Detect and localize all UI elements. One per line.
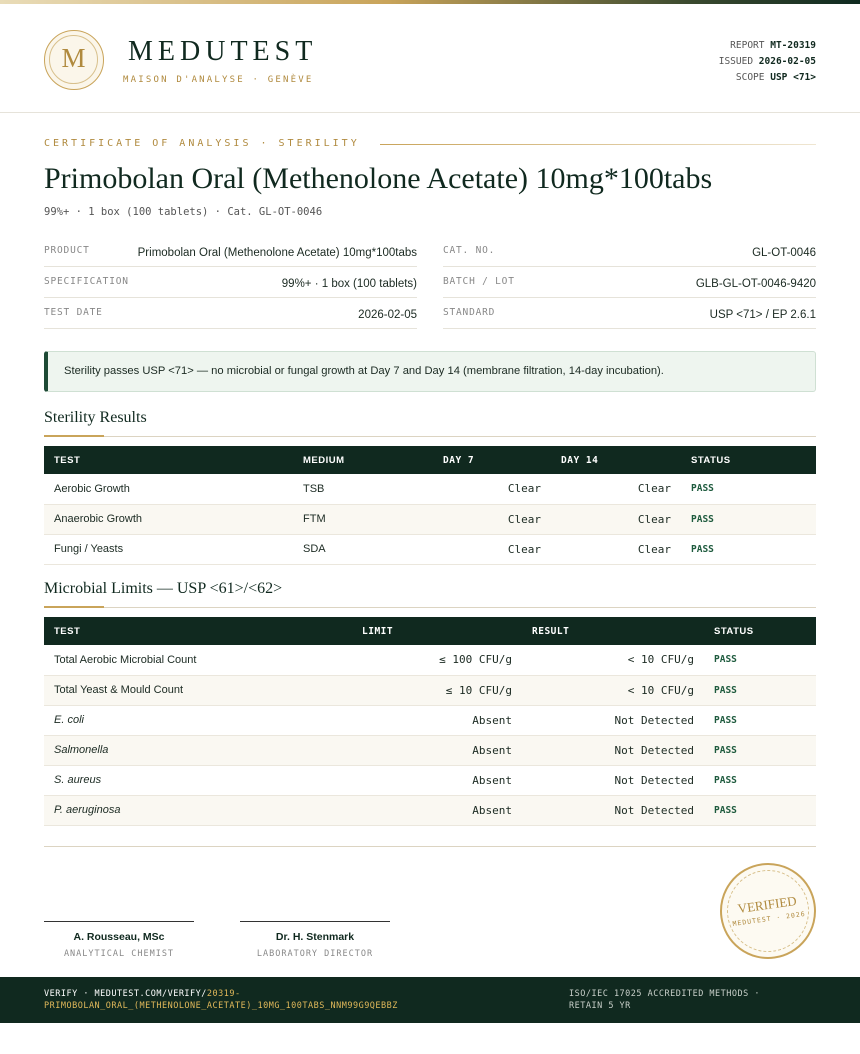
column-header: TEST [54, 454, 81, 466]
cell-result: < 10 CFU/g [627, 683, 694, 697]
cell-test: Salmonella [54, 744, 109, 756]
column-header: LIMIT [362, 625, 394, 637]
sterility-heading: Sterility Results [44, 409, 147, 426]
status-badge: PASS [691, 513, 714, 525]
info-row-test-date [44, 298, 417, 329]
report-meta [719, 38, 816, 86]
status-badge: PASS [714, 804, 737, 816]
column-header: STATUS [714, 625, 754, 637]
status-badge: PASS [691, 543, 714, 555]
cell-limit: Absent [472, 743, 512, 757]
signature-block-chemist [44, 921, 194, 959]
logo-letter: M [61, 43, 86, 73]
document-subtitle: 99%+ · 1 box (100 tablets) · Cat. GL-OT-0046 [44, 206, 323, 218]
info-row-product [44, 236, 417, 267]
signatory-name: Dr. H. Stenmark [275, 931, 355, 943]
column-header: RESULT [532, 625, 570, 637]
certificate-label-rule [380, 144, 816, 145]
cell-medium: TSB [303, 482, 325, 495]
note-text: Sterility passes USP <71> — no microbial or fungal growth at Day 7 and Day 14 (membrane filtration, 14-day incubation). [64, 365, 664, 377]
cell-test: Total Yeast & Mould Count [54, 684, 184, 696]
cell-test: Fungi / Yeasts [54, 543, 124, 555]
table-row [44, 795, 816, 825]
info-value: USP <71> / EP 2.6.1 [709, 309, 816, 321]
cell-limit: Absent [472, 803, 512, 817]
status-badge: PASS [714, 774, 737, 786]
microbial-limits-table [44, 617, 816, 826]
issued-line: ISSUED 2026-02-05 [718, 56, 816, 67]
column-header: DAY 14 [561, 454, 599, 466]
info-row-batch [443, 267, 816, 298]
cell-result: < 10 CFU/g [627, 653, 694, 667]
table-row [44, 504, 816, 534]
cell-limit: Absent [472, 713, 512, 727]
section-rule [44, 436, 816, 437]
microbial-heading: Microbial Limits — USP <61>/<62> [44, 580, 283, 597]
stamp-subtitle: MEDUTEST · 2026 [732, 909, 807, 929]
table-row [44, 765, 816, 795]
cell-test: E. coli [54, 714, 84, 726]
info-key: BATCH / LOT [443, 276, 515, 287]
verify-prefix: VERIFY · MEDUTEST.COM/VERIFY/ [44, 989, 207, 999]
cell-medium: SDA [303, 543, 326, 555]
info-value: 2026-02-05 [358, 309, 417, 321]
cell-day7: Clear [507, 512, 541, 526]
signature-section-rule [44, 846, 816, 847]
table-row [44, 534, 816, 564]
info-key: TEST DATE [44, 307, 103, 318]
cell-result: Not Detected [614, 743, 694, 757]
info-key: SPECIFICATION [44, 276, 129, 287]
brand-tagline: MAISON D'ANALYSE · GENÈVE [123, 75, 314, 85]
table-row [44, 675, 816, 705]
document-title: Primobolan Oral (Methenolone Acetate) 10mg*100tabs [44, 162, 713, 195]
info-value: 99%+ · 1 box (100 tablets) [281, 278, 417, 290]
cell-test: S. aureus [54, 774, 102, 786]
cell-medium: FTM [303, 513, 326, 525]
signatory-name: A. Rousseau, MSc [73, 931, 165, 943]
cell-limit: Absent [472, 773, 512, 787]
sterility-table [44, 446, 816, 565]
cell-day14: Clear [637, 512, 671, 526]
cell-limit: ≤ 10 CFU/g [445, 683, 512, 697]
table-row [44, 474, 816, 504]
scope-value: USP <71> [770, 72, 816, 83]
table-row [44, 645, 816, 675]
info-row-specification [44, 267, 417, 298]
brand-logo [44, 30, 104, 90]
cell-test: Anaerobic Growth [54, 513, 143, 525]
certificate-label: CERTIFICATE OF ANALYSIS · STERILITY [44, 138, 360, 149]
product-info-left [44, 236, 417, 329]
column-header: MEDIUM [303, 454, 345, 466]
report-number: MT-20319 [770, 40, 816, 51]
status-badge: PASS [714, 654, 737, 666]
signatory-role: LABORATORY DIRECTOR [256, 949, 374, 959]
info-value: Primobolan Oral (Methenolone Acetate) 10mg*100tabs [137, 247, 417, 259]
product-info-right [443, 236, 816, 329]
scope-line: SCOPE USP <71> [735, 72, 816, 83]
info-row-cat-no [443, 236, 816, 267]
sterility-summary-note [44, 351, 816, 392]
table-row [44, 705, 816, 735]
section-accent [44, 606, 104, 608]
column-header: TEST [54, 625, 81, 637]
status-badge: PASS [691, 483, 714, 495]
accreditation-note: ISO/IEC 17025 ACCREDITED METHODS · RETAIN 5 YR [569, 989, 760, 1011]
status-badge: PASS [714, 684, 737, 696]
report-number-line: REPORT MT-20319 [730, 40, 816, 51]
cell-test: Aerobic Growth [54, 482, 130, 495]
info-key: CAT. NO. [443, 245, 496, 256]
cell-day14: Clear [637, 482, 671, 496]
column-header: DAY 7 [443, 454, 475, 466]
verify-code: 20319-PRIMOBOLAN_ORAL_(METHENOLONE_ACETATE)_10MG_100TABS_NNM99G9QEBBZ [44, 989, 398, 1011]
report-footer [0, 977, 860, 1023]
brand-name: MEDUTEST [128, 36, 318, 67]
info-key: STANDARD [443, 307, 496, 318]
cell-result: Not Detected [614, 773, 694, 787]
cell-test: P. aeruginosa [54, 804, 121, 816]
info-value: GL-OT-0046 [752, 247, 816, 259]
cell-result: Not Detected [614, 803, 694, 817]
cell-day14: Clear [637, 542, 671, 556]
info-row-standard [443, 298, 816, 329]
signatory-role: ANALYTICAL CHEMIST [63, 949, 175, 959]
column-header: STATUS [691, 454, 731, 466]
cell-day7: Clear [507, 542, 541, 556]
info-value: GLB-GL-OT-0046-9420 [695, 278, 816, 290]
table-header-row [44, 446, 816, 474]
signature-block-director [240, 921, 390, 959]
stamp-title: VERIFIED [736, 893, 798, 917]
cell-limit: ≤ 100 CFU/g [439, 653, 512, 667]
cell-day7: Clear [507, 482, 541, 496]
status-badge: PASS [714, 744, 737, 756]
section-rule [44, 607, 816, 608]
report-header [0, 4, 860, 113]
cell-result: Not Detected [614, 713, 694, 727]
verify-link[interactable] [44, 988, 494, 1012]
table-row [44, 735, 816, 765]
table-header-row [44, 617, 816, 645]
verified-stamp [714, 857, 822, 965]
issued-date: 2026-02-05 [758, 56, 816, 67]
cell-test: Total Aerobic Microbial Count [54, 653, 197, 666]
info-key: PRODUCT [44, 245, 90, 256]
section-accent [44, 435, 104, 437]
status-badge: PASS [714, 714, 737, 726]
